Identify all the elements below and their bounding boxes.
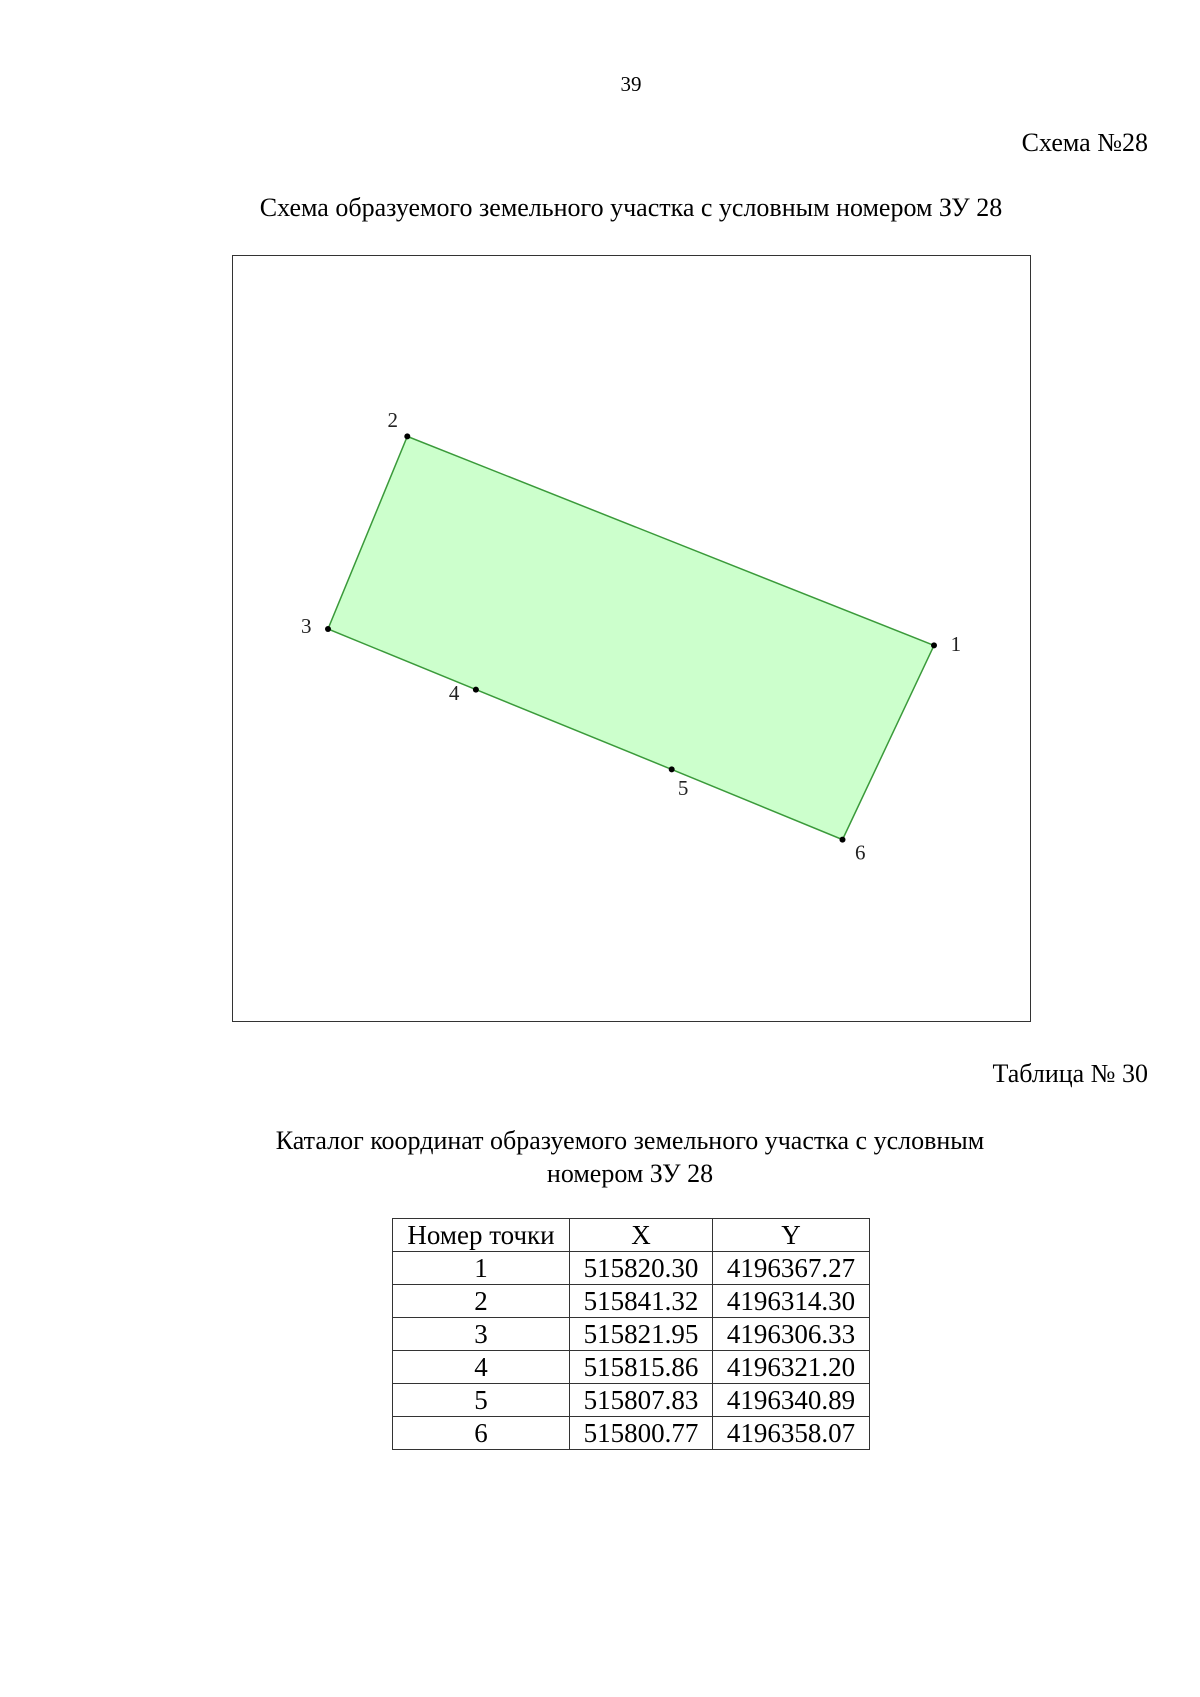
cell-x: 515841.32 (570, 1285, 713, 1318)
cell-y: 4196321.20 (713, 1351, 870, 1384)
vertex-point-2 (404, 433, 410, 439)
cell-point-number: 4 (393, 1351, 570, 1384)
table-row (393, 1351, 870, 1384)
table-title (230, 1124, 1030, 1190)
cell-point-number: 3 (393, 1318, 570, 1351)
cell-x: 515800.77 (570, 1417, 713, 1450)
vertex-label-1: 1 (950, 631, 962, 656)
cell-x: 515821.95 (570, 1318, 713, 1351)
coordinate-table (392, 1218, 870, 1450)
header-point-number: Номер точки (393, 1219, 570, 1252)
cell-x: 515815.86 (570, 1351, 713, 1384)
scheme-title: Схема образуемого земельного участка с условным номером ЗУ 28 (259, 193, 1003, 222)
cell-x: 515820.30 (570, 1252, 713, 1285)
cell-y: 4196358.07 (713, 1417, 870, 1450)
table-row (393, 1417, 870, 1450)
cell-point-number: 6 (393, 1417, 570, 1450)
table-row (393, 1384, 870, 1417)
cell-point-number: 5 (393, 1384, 570, 1417)
table-row (393, 1252, 870, 1285)
table-row (393, 1318, 870, 1351)
parcel-polygon (328, 436, 934, 839)
cell-y: 4196367.27 (713, 1252, 870, 1285)
cell-point-number: 1 (393, 1252, 570, 1285)
vertex-point-5 (669, 766, 675, 772)
cell-point-number: 2 (393, 1285, 570, 1318)
table-label: Таблица № 30 (992, 1059, 1148, 1088)
vertex-label-5: 5 (677, 776, 689, 801)
vertex-point-1 (931, 642, 937, 648)
header-y: Y (713, 1219, 870, 1252)
vertex-label-6: 6 (854, 840, 866, 865)
vertex-point-3 (325, 626, 331, 632)
parcel-map-canvas (233, 256, 1029, 1020)
vertex-point-6 (840, 837, 846, 843)
header-x: X (570, 1219, 713, 1252)
table-title-line-1: Каталог координат образуемого земельного участка с условным (275, 1126, 985, 1155)
cell-x: 515807.83 (570, 1384, 713, 1417)
vertex-point-4 (473, 687, 479, 693)
table-row (393, 1285, 870, 1318)
vertex-label-4: 4 (448, 681, 460, 705)
table-title-line-2: номером ЗУ 28 (546, 1159, 714, 1188)
vertex-label-3: 3 (300, 614, 312, 638)
scheme-label: Схема №28 (1021, 128, 1148, 157)
table-header-row (393, 1219, 870, 1252)
vertex-label-2: 2 (387, 407, 399, 432)
cell-y: 4196314.30 (713, 1285, 870, 1318)
page-number: 39 (620, 72, 642, 96)
cell-y: 4196340.89 (713, 1384, 870, 1417)
parcel-map (232, 255, 1031, 1022)
cell-y: 4196306.33 (713, 1318, 870, 1351)
